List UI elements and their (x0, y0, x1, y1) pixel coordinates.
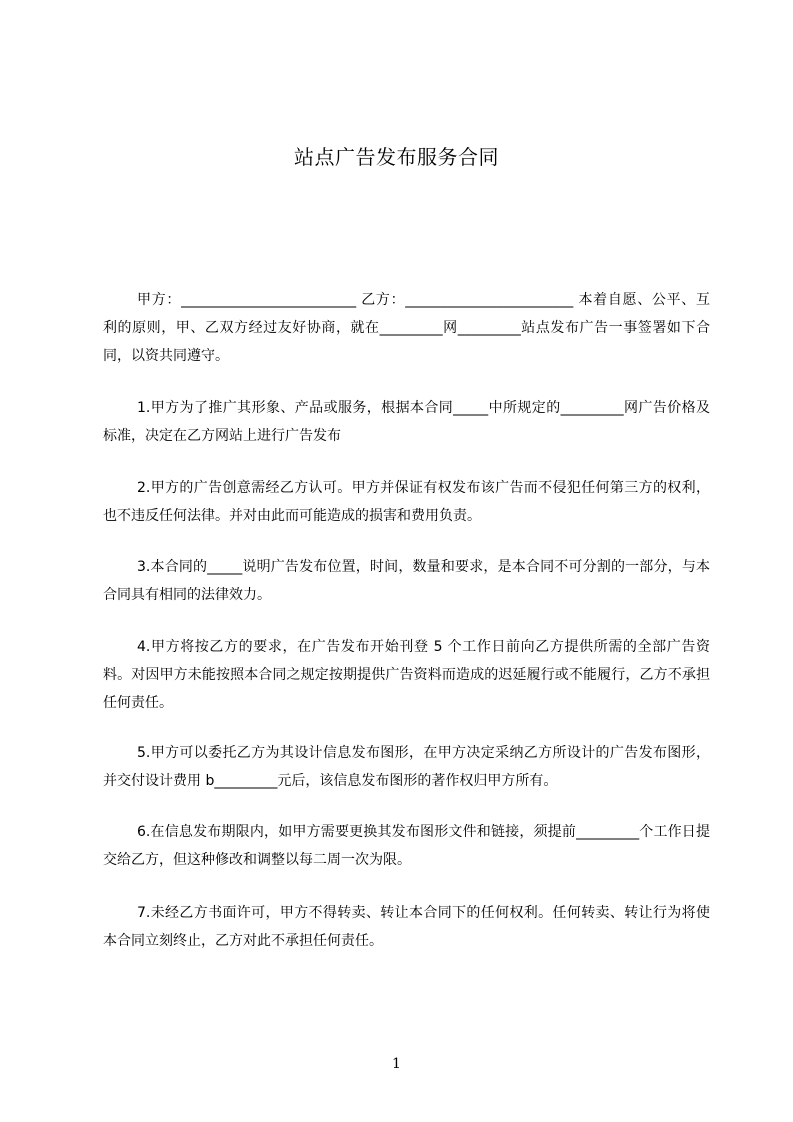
paragraph-clause-4: 4.甲方将按乙方的要求，在广告发布开始刊登 5 个工作日前向乙方提供所需的全部广告资料。对因甲方未能按照本合同之规定按期提供广告资料而造成的迟延履行或不能履行，乙方不承担任何责任。 (103, 639, 710, 711)
paragraph-clause-2: 2.甲方的广告创意需经乙方认可。甲方并保证有权发布该广告而不侵犯任何第三方的权利，也不违反任何法律。并对由此而可能造成的损害和费用负责。 (103, 480, 710, 524)
paragraph-intro: 甲方：_________________________ 乙方：________________________ 本着自愿、公平、互利的原则，甲、乙双方经过友好协商，就在_________网_________站点发布广告一事签署如下合同，以资共同遵守。 (103, 292, 710, 364)
paragraph-clause-5: 5.甲方可以委托乙方为其设计信息发布图形，在甲方决定采纳乙方所设计的广告发布图形，并交付设计费用 b_________元后，该信息发布图形的著作权归甲方所有。 (103, 745, 710, 789)
page-number: 1 (392, 1056, 401, 1072)
paragraph-clause-6: 6.在信息发布期限内，如甲方需要更换其发布图形文件和链接，须提前_________个工作日提交给乙方，但这种修改和调整以每二周一次为限。 (103, 824, 710, 868)
paragraph-clause-7: 7.未经乙方书面许可，甲方不得转卖、转让本合同下的任何权利。任何转卖、转让行为将使本合同立刻终止，乙方对此不承担任何责任。 (103, 905, 710, 949)
paragraph-clause-1: 1.甲方为了推广其形象、产品或服务，根据本合同_____中所规定的_________网广告价格及标准，决定在乙方网站上进行广告发布 (103, 400, 710, 444)
page-title: 站点广告发布服务合同 (294, 145, 499, 169)
paragraph-clause-3: 3.本合同的_____说明广告发布位置，时间，数量和要求，是本合同不可分割的一部分，与本合同具有相同的法律效力。 (103, 559, 710, 603)
